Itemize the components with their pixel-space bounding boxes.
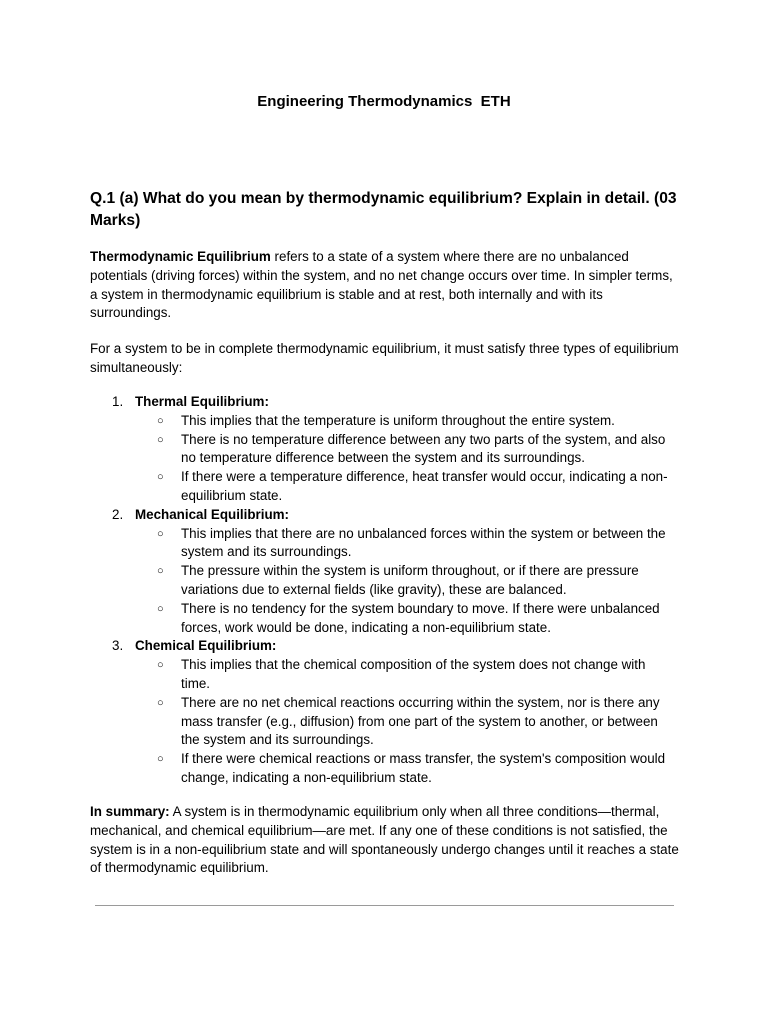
equilibrium-types-list bbox=[90, 393, 690, 788]
intro-paragraph bbox=[90, 248, 680, 323]
hollow-circle-bullet-icon: ○ bbox=[157, 433, 164, 446]
list-item bbox=[90, 506, 690, 638]
sub-bullet-text: This implies that the chemical composition of the system does not change with time. bbox=[181, 657, 646, 691]
list-item-title: Chemical Equilibrium: bbox=[135, 638, 277, 654]
hollow-circle-bullet-icon: ○ bbox=[157, 527, 164, 540]
sub-bullet-text: There is no tendency for the system boundary to move. If there were unbalanced forces, work would be done, indicating a non-equilibrium state. bbox=[181, 600, 660, 635]
list-item bbox=[90, 393, 690, 506]
intro-term: Thermodynamic Equilibrium bbox=[90, 249, 271, 264]
sub-bullet-text: There is no temperature difference between any two parts of the system, and also no temperature difference between the system and its surroundings. bbox=[181, 431, 666, 466]
sub-bullet bbox=[90, 525, 676, 563]
sub-bullet-text: If there were a temperature difference, heat transfer would occur, indicating a non-equilibrium state. bbox=[181, 469, 668, 503]
list-item-number: 1. bbox=[112, 394, 124, 409]
horizontal-divider bbox=[95, 905, 674, 906]
sub-bullet bbox=[90, 562, 676, 600]
summary-label: In summary: bbox=[90, 804, 170, 819]
list-item bbox=[90, 637, 690, 787]
sub-bullet bbox=[90, 694, 676, 750]
intro-text: refers to a state of a system where there are no unbalanced potentials (driving forces) within the system, and no net change occurs over time. In simpler terms, a system in thermodynamic equilibrium is stable and at rest, both internally and with its surroundings. bbox=[90, 249, 673, 321]
sub-bullet bbox=[90, 412, 676, 431]
lead-paragraph: For a system to be in complete thermodynamic equilibrium, it must satisfy three types of equilibrium simultaneously: bbox=[90, 341, 679, 375]
summary-text: A system is in thermodynamic equilibrium only when all three conditions—thermal, mechanical, and chemical equilibrium—are met. If any one of these conditions is not satisfied, the system is in a non-equilibrium state and will spontaneously undergo changes until it reaches a state of thermodynamic equilibrium. bbox=[90, 804, 679, 876]
list-item-number: 3. bbox=[112, 638, 124, 654]
sub-bullet bbox=[90, 600, 676, 638]
hollow-circle-bullet-icon: ○ bbox=[157, 696, 164, 709]
hollow-circle-bullet-icon: ○ bbox=[157, 753, 164, 766]
sub-bullet-text: There are no net chemical reactions occurring within the system, nor is there any mass transfer (e.g., diffusion) from one part of the system to another, or between the system and its surroundings. bbox=[181, 694, 660, 748]
hollow-circle-bullet-icon: ○ bbox=[157, 565, 164, 578]
hollow-circle-bullet-icon: ○ bbox=[157, 602, 164, 615]
list-item-heading bbox=[90, 393, 690, 412]
list-item-number: 2. bbox=[112, 506, 124, 522]
sub-bullet-text: The pressure within the system is uniform throughout, or if there are pressure variations due to external fields (like gravity), these are balanced. bbox=[181, 563, 639, 597]
list-item-title: Thermal Equilibrium: bbox=[135, 394, 269, 409]
list-item-title: Mechanical Equilibrium: bbox=[135, 506, 290, 522]
sub-bullet bbox=[90, 431, 676, 469]
document-title: Engineering Thermodynamics ETH bbox=[257, 93, 511, 110]
hollow-circle-bullet-icon: ○ bbox=[157, 471, 164, 484]
list-item-heading bbox=[90, 506, 690, 525]
sub-bullet bbox=[90, 468, 676, 506]
question-heading: Q.1 (a) What do you mean by thermodynamic equilibrium? Explain in detail. (03 Marks) bbox=[90, 190, 677, 229]
hollow-circle-bullet-icon: ○ bbox=[157, 659, 164, 672]
summary-paragraph bbox=[90, 803, 680, 878]
sub-bullet bbox=[90, 656, 676, 694]
hollow-circle-bullet-icon: ○ bbox=[157, 414, 164, 427]
sub-bullet-text: If there were chemical reactions or mass transfer, the system's composition would change, indicating a non-equilibrium state. bbox=[181, 751, 666, 785]
sub-bullet-text: This implies that the temperature is uniform throughout the entire system. bbox=[181, 412, 615, 428]
list-item-heading bbox=[90, 637, 690, 656]
sub-bullet-text: This implies that there are no unbalanced forces within the system or between the system and its surroundings. bbox=[181, 525, 666, 560]
sub-bullet bbox=[90, 750, 676, 788]
